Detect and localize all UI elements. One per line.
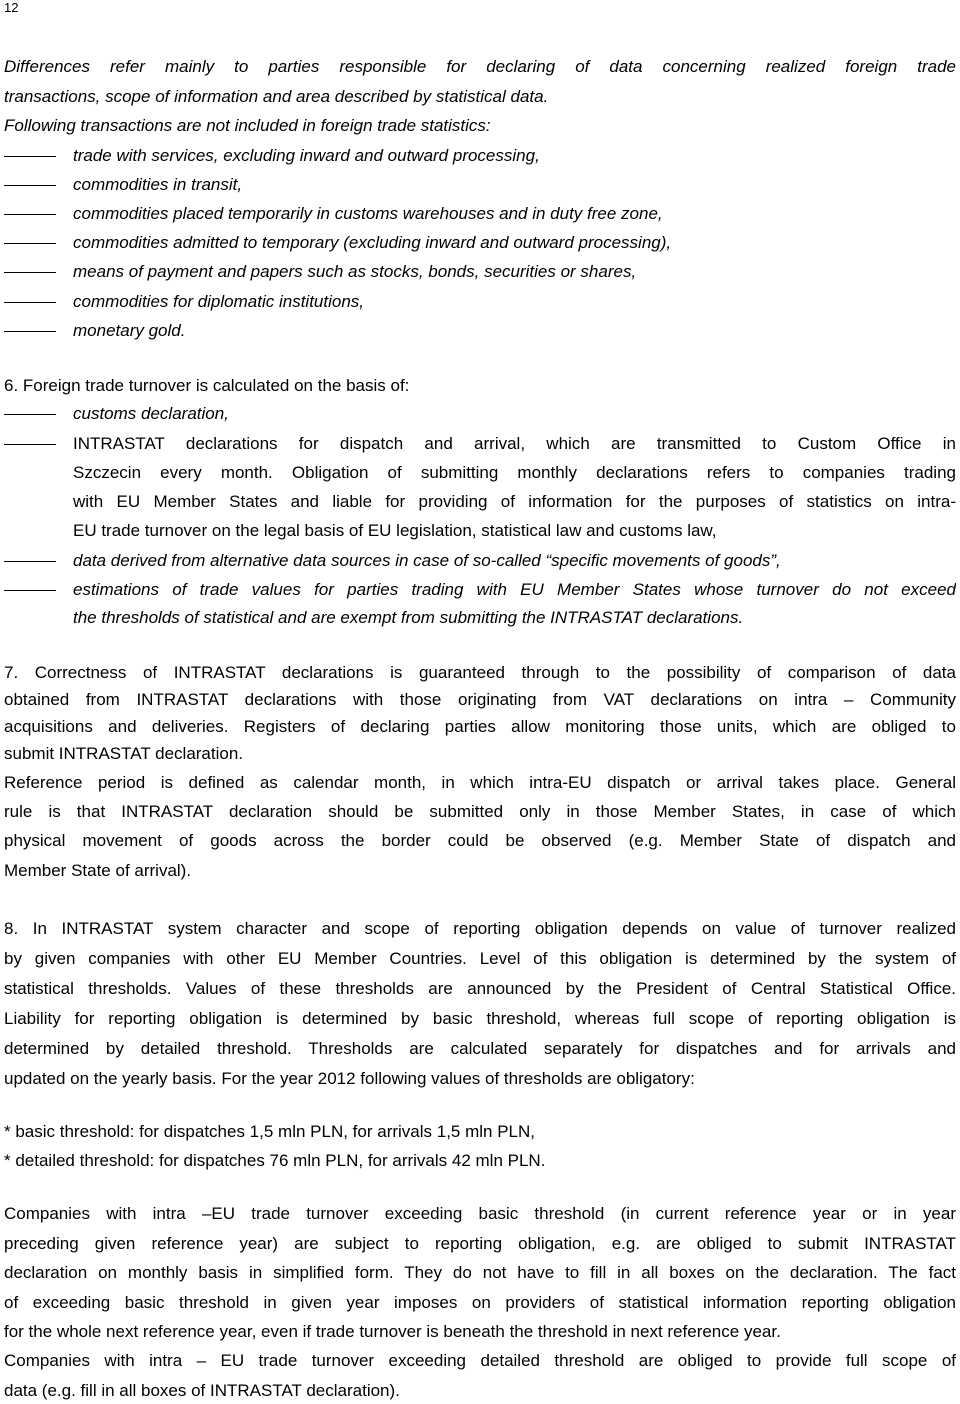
- list-item-continuation: with EU Member States and liable for providing of information for the purposes of statistics on intra-: [73, 492, 956, 511]
- list-dash: [4, 331, 56, 332]
- list-item-continuation: the thresholds of statistical and are exempt from submitting the INTRASTAT declarations.: [73, 608, 744, 627]
- section-7-line: 7. Correctness of INTRASTAT declarations is guaranteed through to the possibility of comparison of data: [4, 663, 956, 682]
- section-8-line: updated on the yearly basis. For the year 2012 following values of thresholds are obligatory:: [4, 1069, 695, 1088]
- list-dash: [4, 272, 56, 273]
- closing-line: Companies with intra –EU trade turnover exceeding basic threshold (in current reference year or in year: [4, 1204, 956, 1223]
- list-item: customs declaration,: [73, 404, 229, 423]
- section-7-line: submit INTRASTAT declaration.: [4, 744, 244, 763]
- threshold-detailed: * detailed threshold: for dispatches 76 mln PLN, for arrivals 42 mln PLN.: [4, 1151, 546, 1170]
- section-8-line: determined by detailed threshold. Thresholds are calculated separately for dispatches and for arrivals and: [4, 1039, 956, 1058]
- list-dash: [4, 590, 56, 591]
- list-item: monetary gold.: [73, 321, 186, 340]
- intro-line: transactions, scope of information and area described by statistical data.: [4, 87, 549, 106]
- list-dash: [4, 185, 56, 186]
- list-item: commodities in transit,: [73, 175, 243, 194]
- closing-line: of exceeding basic threshold in given year imposes on providers of statistical information reporting obligation: [4, 1293, 956, 1312]
- section-7-line: physical movement of goods across the border could be observed (e.g. Member State of dispatch and: [4, 831, 956, 850]
- closing-line: Companies with intra – EU trade turnover exceeding detailed threshold are obliged to provide full scope of: [4, 1351, 956, 1370]
- list-dash: [4, 444, 56, 445]
- section-8-line: by given companies with other EU Member Countries. Level of this obligation is determined by the system of: [4, 949, 956, 968]
- list-item-continuation: Szczecin every month. Obligation of submitting monthly declarations refers to companies trading: [73, 463, 956, 482]
- list-item: INTRASTAT declarations for dispatch and arrival, which are transmitted to Custom Office in: [73, 434, 956, 453]
- section-6-heading: 6. Foreign trade turnover is calculated on the basis of:: [4, 376, 410, 395]
- closing-line: preceding given reference year) are subject to reporting obligation, e.g. are obliged to submit INTRASTAT: [4, 1234, 956, 1253]
- list-dash: [4, 243, 56, 244]
- section-7-line: Reference period is defined as calendar month, in which intra-EU dispatch or arrival takes place. General: [4, 773, 956, 792]
- closing-line: declaration on monthly basis in simplified form. They do not have to fill in all boxes on the declaration. The fact: [4, 1263, 956, 1282]
- section-7-line: obtained from INTRASTAT declarations with those originating from VAT declarations on intra – Community: [4, 690, 956, 709]
- closing-line: for the whole next reference year, even if trade turnover is beneath the threshold in next reference year.: [4, 1322, 781, 1341]
- list-item: data derived from alternative data sources in case of so-called “specific movements of goods”,: [73, 551, 781, 570]
- list-item: estimations of trade values for parties trading with EU Member States whose turnover do not exceed: [73, 580, 956, 599]
- list-dash: [4, 302, 56, 303]
- list-item-continuation: EU trade turnover on the legal basis of EU legislation, statistical law and customs law,: [73, 521, 717, 540]
- threshold-basic: * basic threshold: for dispatches 1,5 mln PLN, for arrivals 1,5 mln PLN,: [4, 1122, 536, 1141]
- section-8-line: statistical thresholds. Values of these thresholds are announced by the President of Central Statistical Office.: [4, 979, 956, 998]
- intro-line: Differences refer mainly to parties responsible for declaring of data concerning realized foreign trade: [4, 57, 956, 76]
- section-7-line: acquisitions and deliveries. Registers of declaring parties allow monitoring those units, which are obliged to: [4, 717, 956, 736]
- list-item: commodities admitted to temporary (excluding inward and outward processing),: [73, 233, 672, 252]
- list-item: means of payment and papers such as stocks, bonds, securities or shares,: [73, 262, 637, 281]
- list-dash: [4, 561, 56, 562]
- list-item: trade with services, excluding inward and outward processing,: [73, 146, 540, 165]
- list-dash: [4, 214, 56, 215]
- closing-line: data (e.g. fill in all boxes of INTRASTAT declaration).: [4, 1381, 400, 1400]
- section-8-line: Liability for reporting obligation is determined by basic threshold, whereas full scope of reporting obligation is: [4, 1009, 956, 1028]
- list-dash: [4, 156, 56, 157]
- section-7-line: Member State of arrival).: [4, 861, 192, 880]
- intro-line: Following transactions are not included in foreign trade statistics:: [4, 116, 491, 135]
- list-item: commodities for diplomatic institutions,: [73, 292, 365, 311]
- list-dash: [4, 414, 56, 415]
- page-number: 12: [4, 0, 19, 15]
- list-item: commodities placed temporarily in customs warehouses and in duty free zone,: [73, 204, 663, 223]
- section-8-line: 8. In INTRASTAT system character and scope of reporting obligation depends on value of turnover realized: [4, 919, 956, 938]
- section-7-line: rule is that INTRASTAT declaration should be submitted only in those Member States, in case of which: [4, 802, 956, 821]
